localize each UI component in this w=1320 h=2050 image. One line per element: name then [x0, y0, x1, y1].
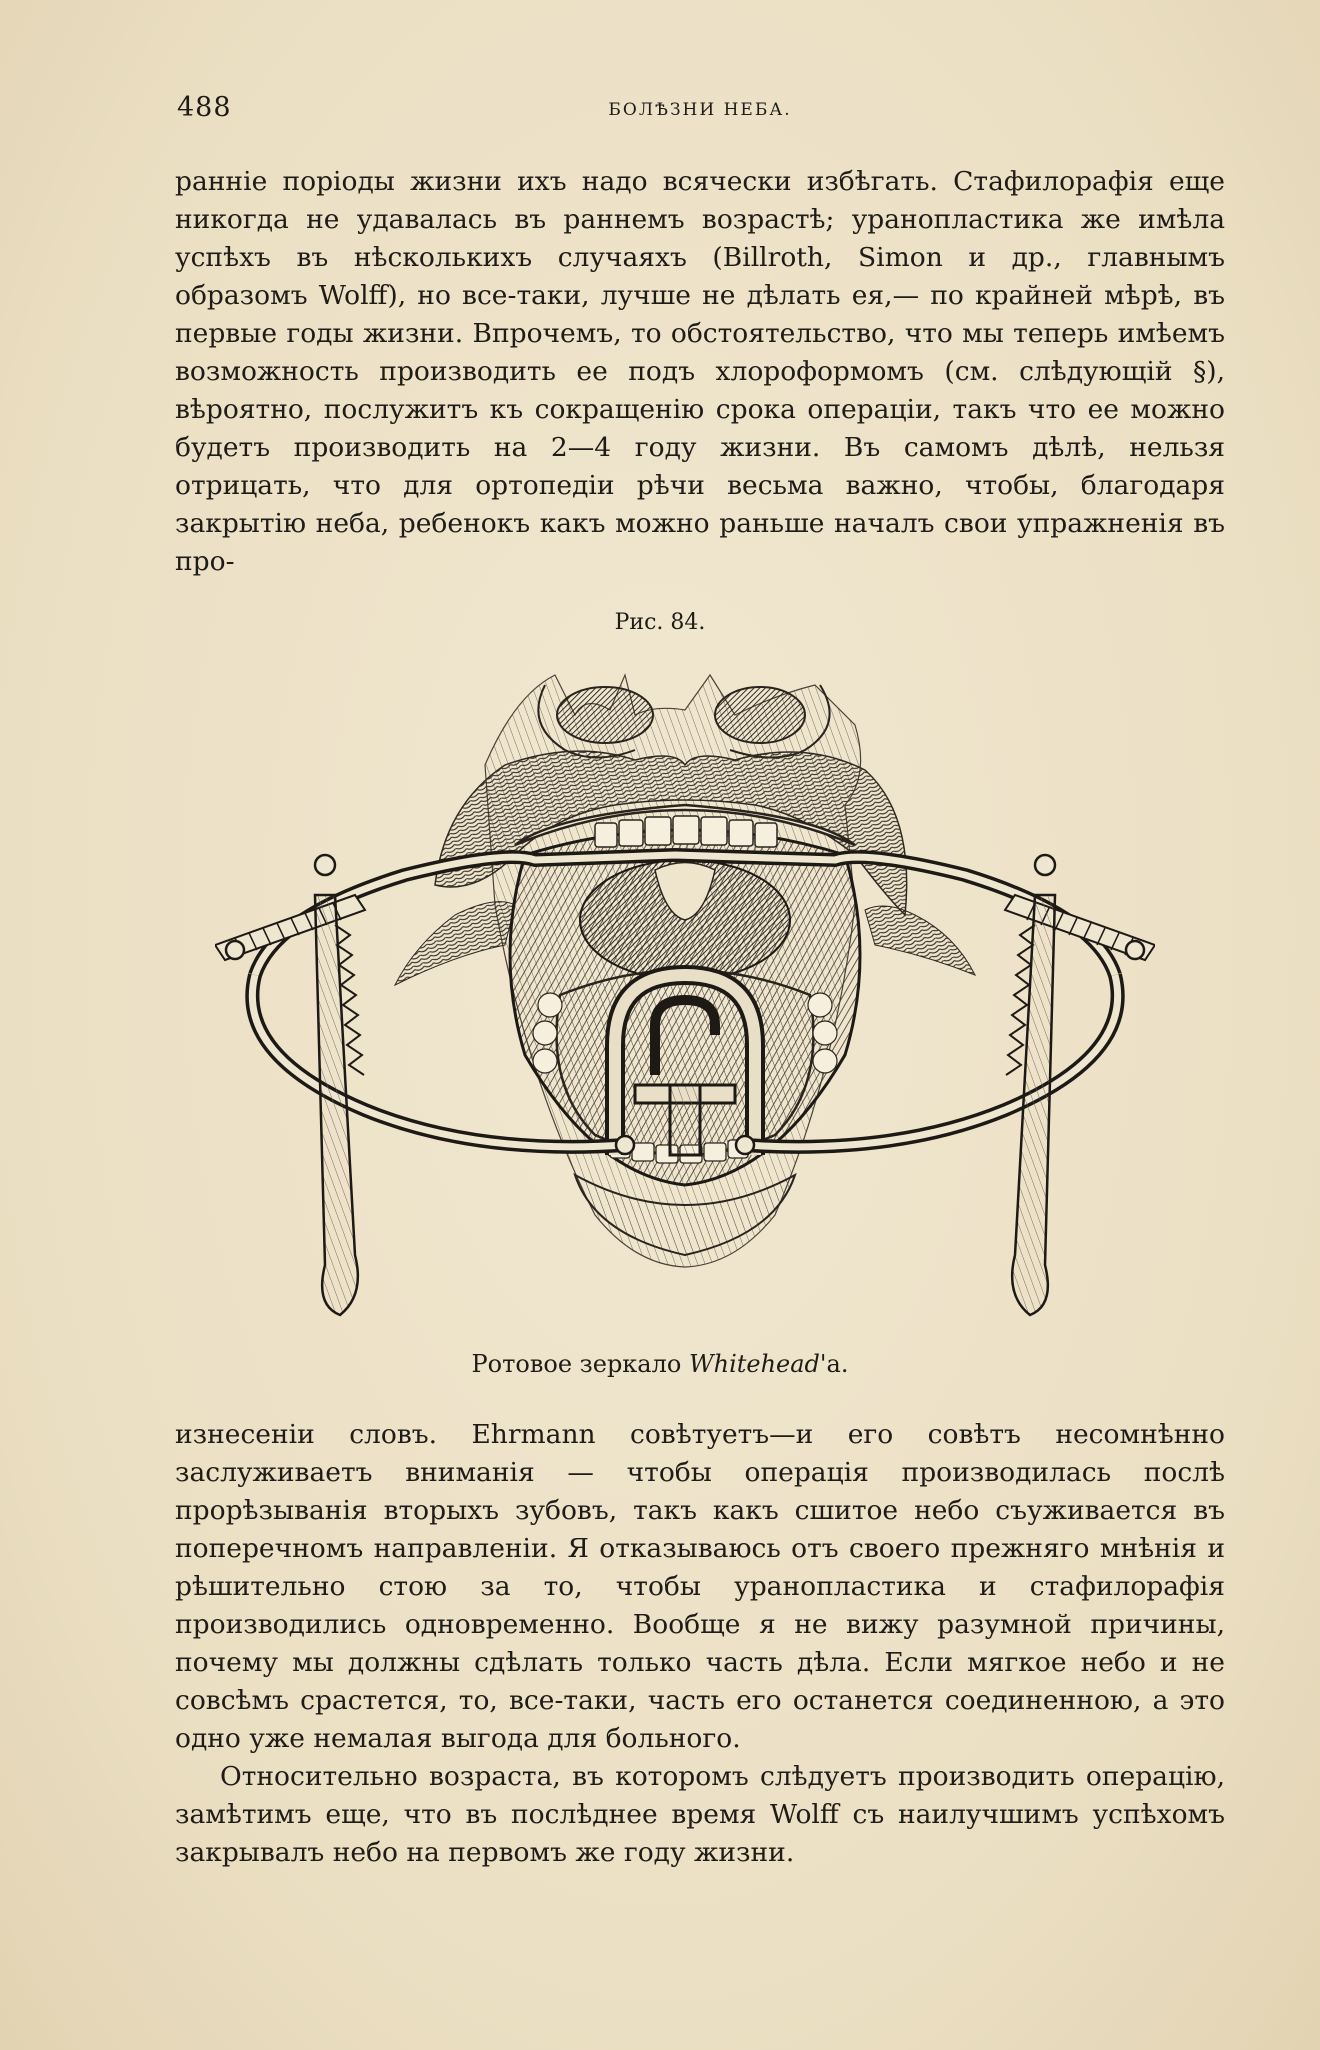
page-header: [175, 92, 1225, 132]
caption-suffix: 'а.: [819, 1350, 849, 1378]
text-block-top: [175, 163, 1225, 581]
paragraph: изнесеніи словъ. Ehrmann совѣтуетъ—и его совѣтъ несомнѣнно заслуживаетъ вниманія — чтобы операція производилась послѣ прорѣзыванія вторыхъ зубовъ, такъ какъ сшитое небо съуживается въ поперечномъ направленіи. Я отказываюсь отъ своего прежняго мнѣнія и рѣшительно стою за то, чтобы уранопластика и стафилорафія производились одновременно. Вообще я не вижу разумной причины, почему мы должны сдѣлать только часть дѣла. Если мягкое небо и не совсѣмъ срастется, то, все-таки, часть его останется соединенною, а это одно уже немалая выгода для больного.: [175, 1419, 1225, 1754]
figure-caption: [0, 1350, 1320, 1378]
figure-label: Рис. 84.: [614, 610, 706, 635]
text-block-bottom: [175, 1416, 1225, 1872]
running-title: БОЛѢЗНИ НЕБА.: [608, 100, 792, 120]
mouth-gag-engraving: [215, 655, 1155, 1335]
caption-text: Ротовое зеркало: [471, 1350, 689, 1378]
caption-name: Whitehead: [688, 1350, 820, 1378]
figure-illustration: [215, 655, 1155, 1335]
paragraph: Относительно возраста, въ которомъ слѣдуетъ производить операцію, замѣтимъ еще, что въ послѣднее время Wolff съ наилучшимъ успѣхомъ закрывалъ небо на первомъ же году жизни.: [175, 1761, 1225, 1868]
page-number: 488: [177, 92, 232, 123]
paragraph: ранніе поріоды жизни ихъ надо всячески избѣгать. Стафилорафія еще никогда не удавалась въ раннемъ возрастѣ; уранопластика же имѣла успѣхъ въ нѣсколькихъ случаяхъ (Billroth, Simon и др., главнымъ образомъ Wolff), но все-таки, лучше не дѣлать ея,— по крайней мѣрѣ, въ первые годы жизни. Впрочемъ, то обстоятельство, что мы теперь имѣемъ возможность производить ее подъ хлороформомъ (см. слѣдующій §), вѣроятно, послужитъ къ сокращенію срока операціи, такъ что ее можно будетъ производить на 2—4 году жизни. Въ самомъ дѣлѣ, нельзя отрицать, что для ортопедіи рѣчи весьма важно, чтобы, благодаря закрытію неба, ребенокъ какъ можно раньше началъ свои упражненія въ про-: [175, 166, 1225, 577]
